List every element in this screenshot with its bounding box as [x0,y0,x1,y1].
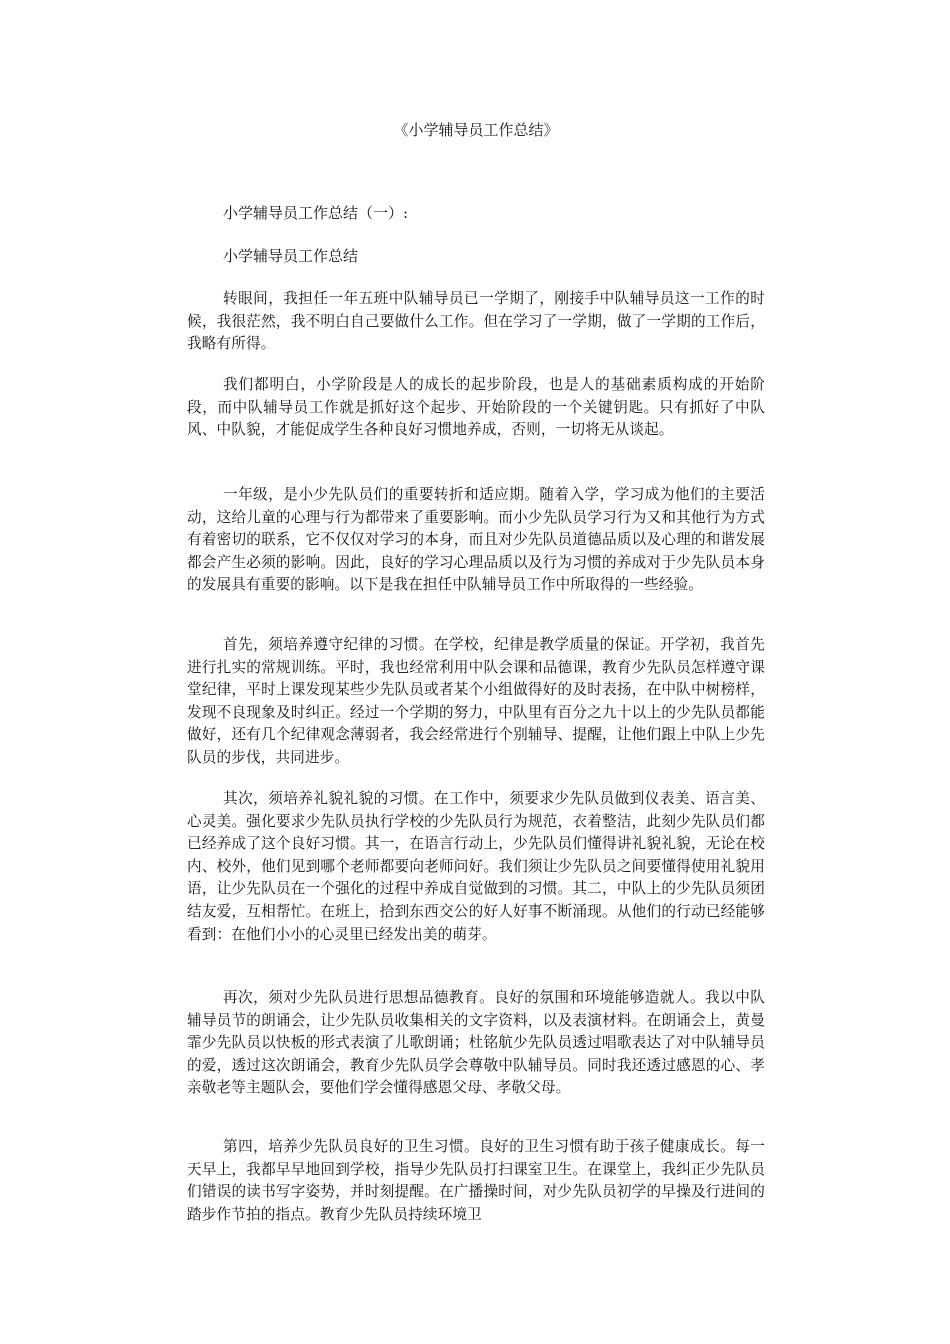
paragraph-6: 再次，须对少先队员进行思想品德教育。良好的氛围和环境能够造就人。我以中队辅导员节的朗诵会，让少先队员收集相关的文字资料，以及表演材料。在朗诵会上，黄曼霏少先队员以快板的形式表演了儿歌朗诵；杜铭航少先队员透过唱歌表达了对中队辅导员的爱，透过这次朗诵会，教育少先队员学会尊敬中队辅导员。同时我还透过感恩的心、孝亲敬老等主题队会，要他们学会懂得感恩父母、孝敬父母。 [187,989,765,1097]
paragraph-1: 转眼间，我担任一年五班中队辅导员已一学期了，刚接手中队辅导员这一工作的时候，我很茫然，我不明白自己要做什么工作。但在学习了一学期，做了一学期的工作后，我略有所得。 [187,290,765,353]
paragraph-2: 我们都明白，小学阶段是人的成长的起步阶段，也是人的基础素质构成的开始阶段，而中队辅导员工作就是抓好这个起步、开始阶段的一个关键钥匙。只有抓好了中队风、中队貌，才能促成学生各种良好习惯地养成，否则，一切将无从谈起。 [187,376,765,439]
document-title: 《小学辅导员工作总结》 [393,121,559,139]
paragraph-5: 其次，须培养礼貌礼貌的习惯。在工作中，须要求少先队员做到仪表美、语言美、心灵美。强化要求少先队员执行学校的少先队员行为规范，衣着整洁，此刻少先队员们都已经养成了这个良好习惯。其一，在语言行动上，少先队员们懂得讲礼貌礼貌，无论在校内、校外，他们见到哪个老师都要向老师问好。我们须让少先队员之间要懂得使用礼貌用语，让少先队员在一个强化的过程中养成自觉做到的习惯。其二，中队上的少先队员须团结友爱，互相帮忙。在班上，拾到东西交公的好人好事不断涌现。从他们的行动已经能够看到：在他们小小的心灵里已经发出美的萌芽。 [187,790,765,943]
paragraph-3: 一年级，是小少先队员们的重要转折和适应期。随着入学，学习成为他们的主要活动，这给儿童的心理与行为都带来了重要影响。而小少先队员学习行为又和其他行为方式有着密切的联系，它不仅仅对学习的本身，而且对少先队员道德品质以及心理的和谐发展都会产生必须的影响。因此，良好的学习心理品质以及行为习惯的养成对于少先队员本身的发展具有重要的影响。以下是我在担任中队辅导员工作中所取得的一些经验。 [187,486,765,594]
subheading: 小学辅导员工作总结 [223,247,359,265]
paragraph-7: 第四，培养少先队员良好的卫生习惯。良好的卫生习惯有助于孩子健康成长。每一天早上，我都早早地回到学校，指导少先队员打扫课室卫生。在课堂上，我纠正少先队员们错误的读书写字姿势，并时刻提醒。在广播操时间，对少先队员初学的早操及行进间的踏步作节拍的指点。教育少先队员持续环境卫 [187,1138,765,1223]
paragraph-4: 首先，须培养遵守纪律的习惯。在学校，纪律是教学质量的保证。开学初，我首先进行扎实的常规训练。平时，我也经常利用中队会课和品德课，教育少先队员怎样遵守课堂纪律，平时上课发现某些少先队员或者某个小组做得好的及时表扬，在中队中树榜样，发现不良现象及时纠正。经过一个学期的努力，中队里有百分之九十以上的少先队员都能做好，还有几个纪律观念薄弱者，我会经常进行个别辅导、提醒，让他们跟上中队上少先队员的步伐，共同进步。 [187,636,765,766]
section-heading: 小学辅导员工作总结（一）: [223,204,409,222]
